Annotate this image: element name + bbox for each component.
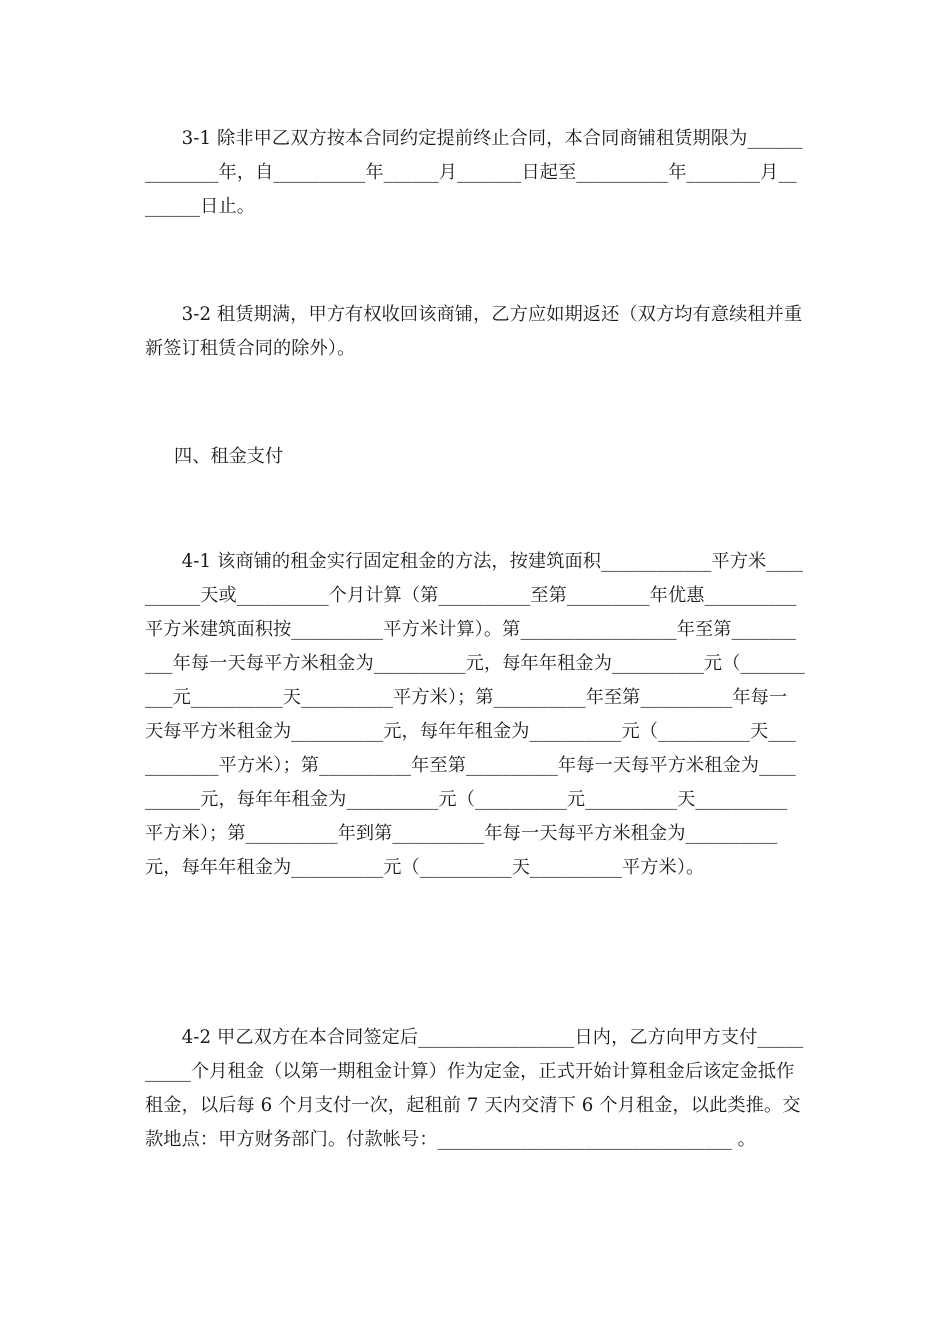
section-heading-rent-payment: 四、租金支付 bbox=[174, 446, 284, 467]
clause-3-1: 3-1 除非甲乙双方按本合同约定提前终止合同，本合同商铺租赁期限为______________年，自__________年______月_______日起至__________年________月________日止。 bbox=[145, 128, 803, 217]
clause-4-2: 4-2 甲乙双方在本合同签定后_________________日内，乙方向甲方支付__________个月租金（以第一期租金计算）作为定金，正式开始计算租金后该定金抵作租金，以后每 6 个月支付一次，起租前 7 天内交清下 6 个月租金，以此类推。交款地点：甲方财务部门。付款帐号：________________________________ 。 bbox=[145, 1027, 804, 1150]
clause-3-2: 3-2 租赁期满，甲方有权收回该商铺，乙方应如期返还（双方均有意续租并重新签订租赁合同的除外）。 bbox=[145, 304, 803, 359]
clause-4-1: 4-1 该商铺的租金实行固定租金的方法，按建筑面积____________平方米__________天或__________个月计算（第__________至第_________年优惠__________平方米建筑面积按__________平方米计算）。第_________________年至第__________年每一天每平方米租金为__________元，每年年租金为__________元（__________元__________天__________平方米）；第__________年至第__________年每一天每平方米租金为__________元，每年年租金为__________元（__________天___________平方米）；第__________年至第__________年每一天每平方米租金为__________元，每年年租金为__________元（__________元__________天__________平方米）；第__________年到第__________年每一天每平方米租金为__________元，每年年租金为__________元（__________天__________平方米）。 bbox=[145, 551, 805, 878]
